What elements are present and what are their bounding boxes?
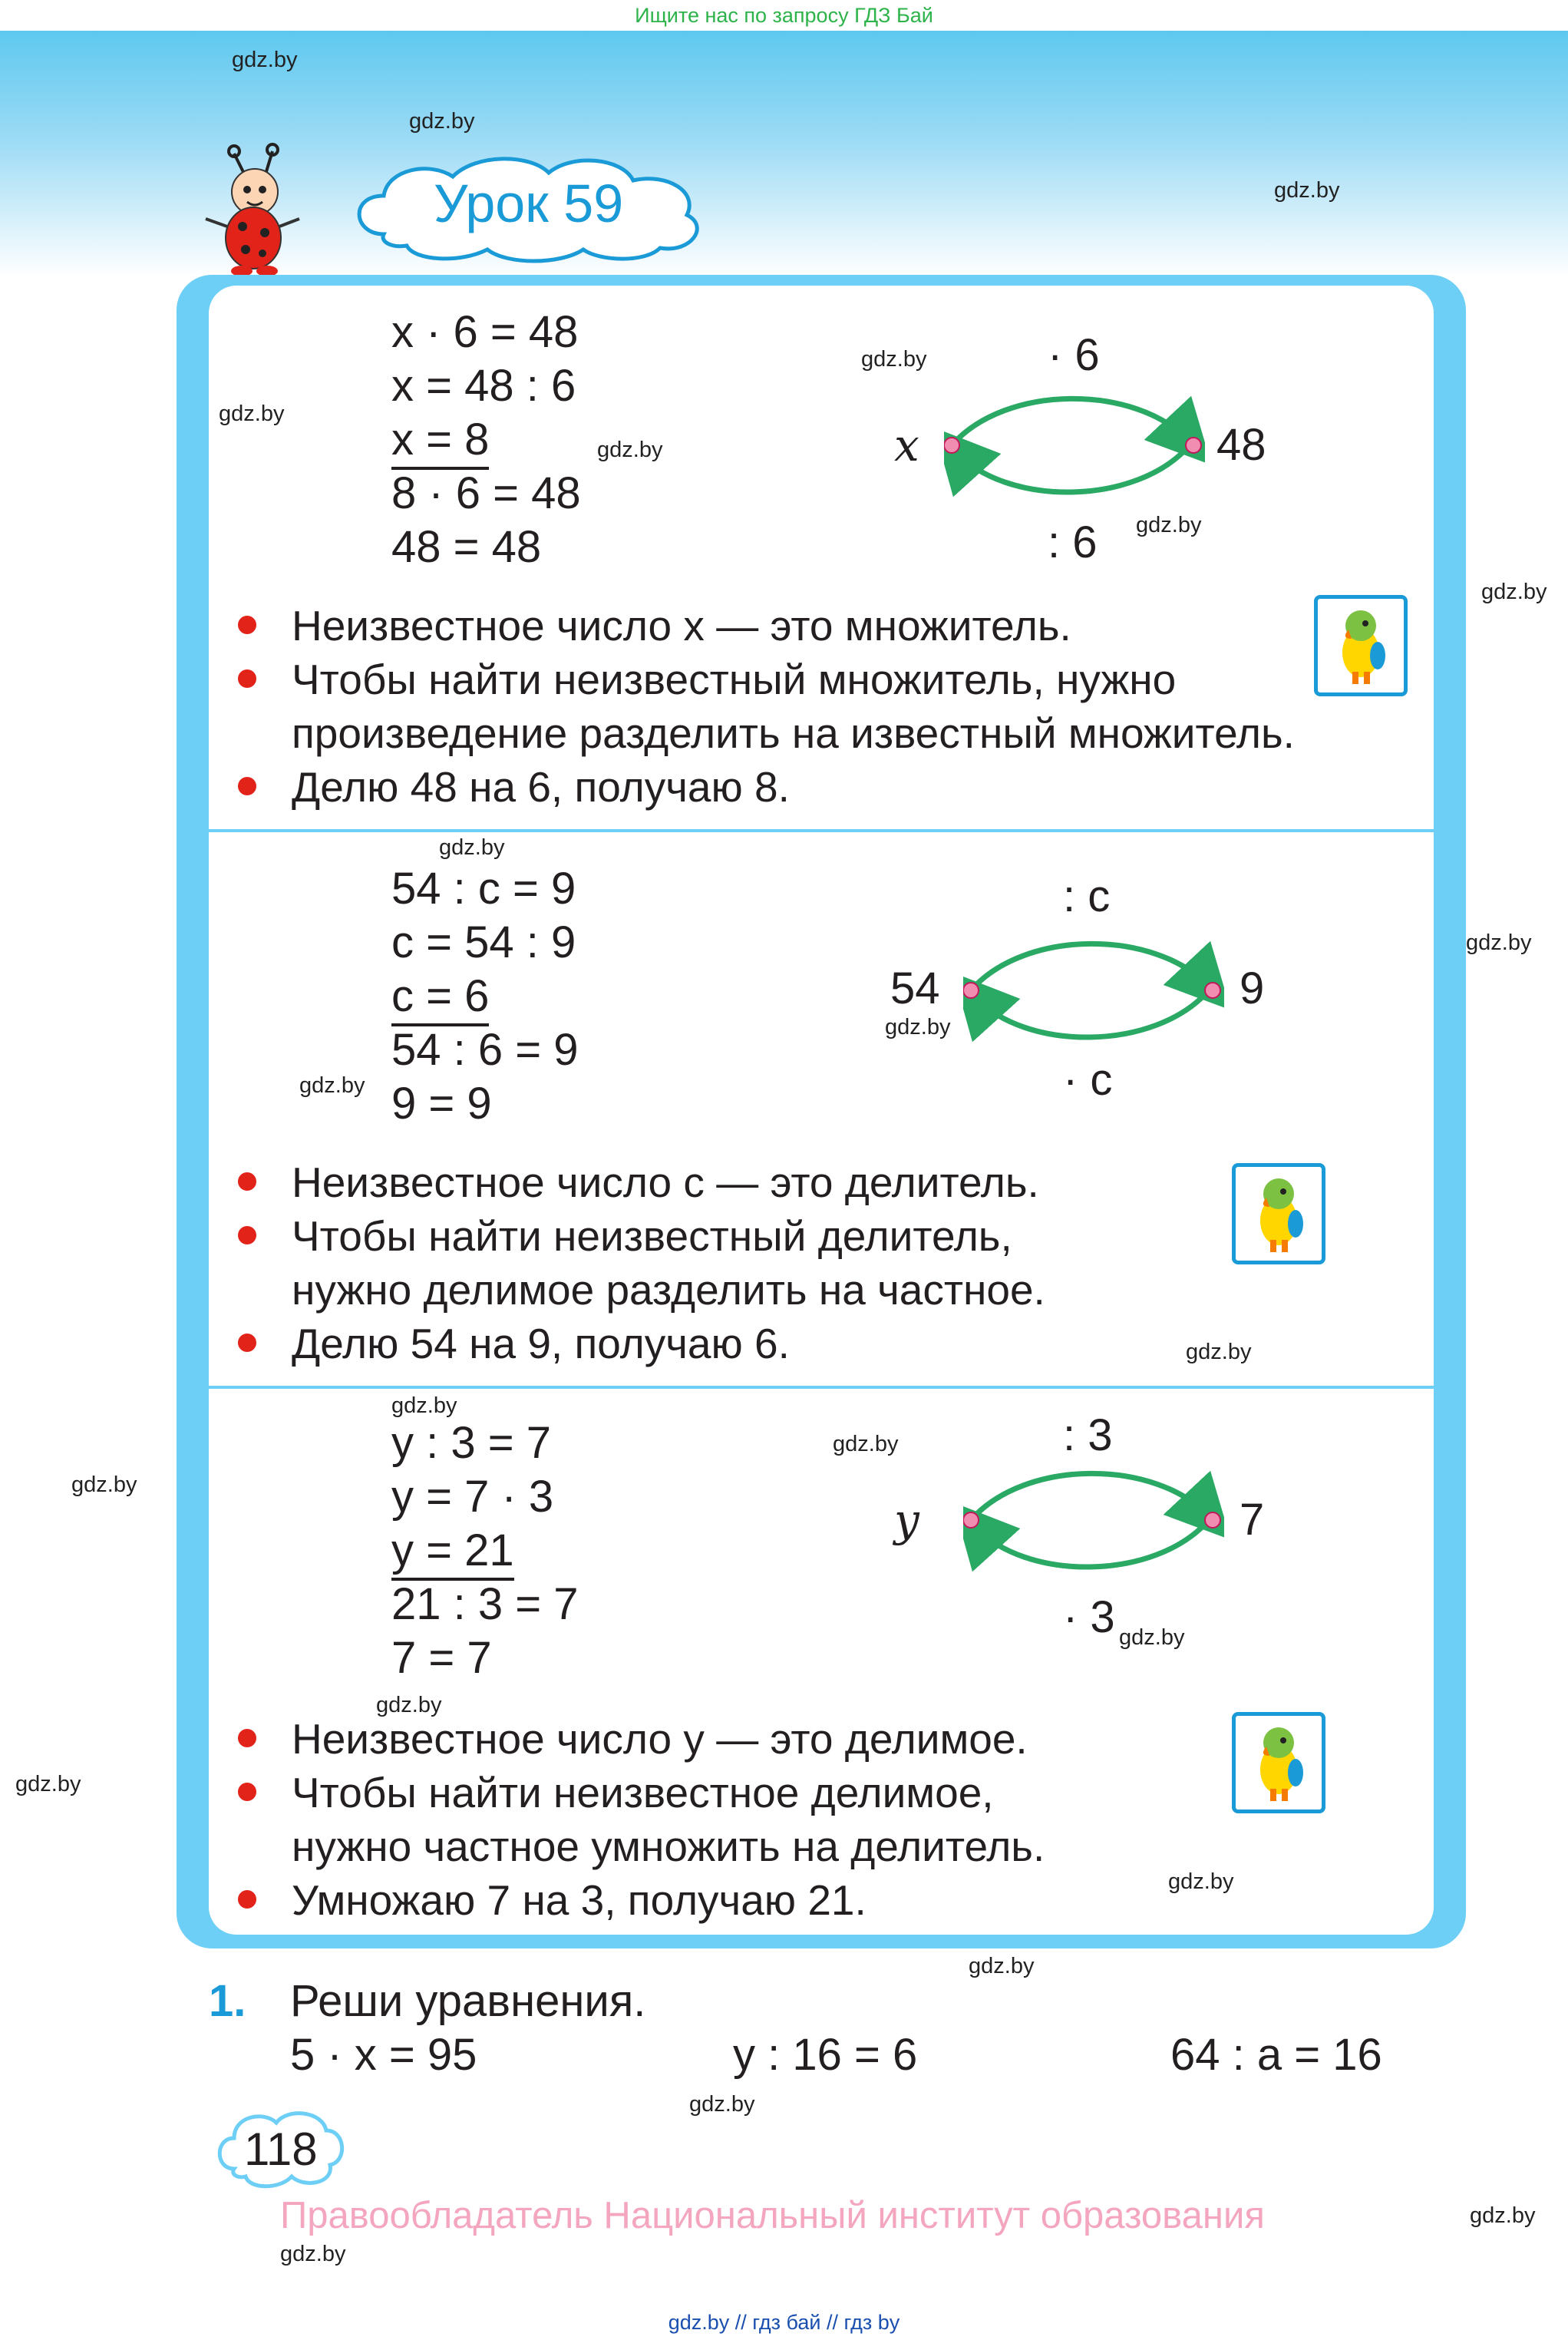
diagram-top-op: : 3: [1063, 1410, 1113, 1460]
watermark: gdz.by: [1481, 580, 1547, 604]
watermark: gdz.by: [15, 1772, 81, 1796]
diagram-bottom-op: · c: [1063, 1055, 1113, 1105]
diagram-right-label: 9: [1240, 963, 1265, 1013]
watermark: gdz.by: [1466, 930, 1532, 955]
watermark: gdz.by: [969, 1954, 1035, 1978]
diagram-bottom-op: : 6: [1048, 517, 1098, 567]
watermark: gdz.by: [299, 1073, 365, 1098]
bullet-icon: [238, 616, 256, 634]
equation-check: 48 = 48: [391, 522, 542, 572]
cycle-diagram: [944, 369, 1205, 522]
watermark: gdz.by: [833, 1432, 899, 1456]
equation-check: 9 = 9: [391, 1079, 492, 1129]
bullet-icon: [238, 1226, 256, 1244]
equation-line: y = 7 · 3: [391, 1472, 554, 1522]
equation-check: 7 = 7: [391, 1633, 492, 1683]
diagram-bottom-op: · 3: [1063, 1592, 1115, 1642]
watermark: gdz.by: [861, 347, 927, 372]
task-text: Реши уравнения.: [290, 1976, 646, 2026]
task-equation: 64 : a = 16: [1170, 2030, 1382, 2080]
watermark: gdz.by: [232, 48, 298, 72]
diagram-left-label: y: [894, 1494, 919, 1546]
equation-line: x · 6 = 48: [391, 307, 579, 357]
diagram-right-label: 48: [1216, 420, 1266, 470]
equation-line: x = 48 : 6: [391, 361, 576, 411]
bullet-icon: [238, 669, 256, 688]
arrow-back: [975, 1520, 1209, 1567]
footer-links: gdz.by // гдз бай // гдз by: [668, 2311, 900, 2334]
bullet-icon: [238, 777, 256, 795]
top-note: Ищите нас по запросу ГДЗ Бай: [635, 4, 933, 27]
equation-line: y : 3 = 7: [391, 1418, 551, 1468]
parrot-icon: [1232, 1163, 1325, 1264]
arrow-back: [956, 445, 1190, 492]
watermark: gdz.by: [1168, 1869, 1234, 1894]
diagram-top-op: : c: [1063, 871, 1111, 921]
copyright-notice: Правообладатель Национальный институт образования: [280, 2195, 1265, 2236]
parrot-icon: [1314, 595, 1408, 696]
arrow-forward: [971, 944, 1209, 990]
bullet-icon: [238, 1729, 256, 1747]
page-number: 118: [244, 2124, 318, 2175]
watermark: gdz.by: [376, 1693, 442, 1717]
section-divider: [209, 1386, 1434, 1389]
diagram-left-label: 54: [890, 963, 940, 1013]
watermark: gdz.by: [409, 109, 475, 134]
watermark: gdz.by: [71, 1472, 137, 1497]
cycle-diagram: [963, 1443, 1224, 1597]
equation-check: 8 · 6 = 48: [391, 468, 581, 518]
equation-line: 54 : c = 9: [391, 864, 576, 914]
bullet-icon: [238, 1783, 256, 1801]
watermark: gdz.by: [391, 1393, 457, 1418]
arrow-forward: [971, 1473, 1209, 1520]
watermark: gdz.by: [689, 2092, 755, 2117]
bullet-icon: [238, 1172, 256, 1191]
cycle-diagram: [963, 914, 1224, 1067]
diagram-right-label: 7: [1240, 1495, 1265, 1545]
equation-check: 54 : 6 = 9: [391, 1025, 579, 1075]
task-equation: 5 · x = 95: [290, 2030, 477, 2080]
equation-line: c = 54 : 9: [391, 917, 576, 967]
watermark: gdz.by: [1470, 2203, 1536, 2228]
equation-answer: y = 21: [391, 1524, 514, 1581]
arrow-back: [975, 990, 1209, 1037]
task-number: 1.: [209, 1976, 246, 2026]
watermark: gdz.by: [885, 1015, 951, 1039]
bullet-icon: [238, 1890, 256, 1909]
watermark: gdz.by: [1119, 1625, 1185, 1650]
watermark: gdz.by: [1274, 178, 1340, 203]
watermark: gdz.by: [597, 438, 663, 462]
watermark: gdz.by: [1186, 1340, 1252, 1364]
parrot-icon: [1232, 1712, 1325, 1813]
equation-answer: c = 6: [391, 970, 489, 1026]
equation-answer: x = 8: [391, 413, 489, 470]
diagram-top-op: · 6: [1048, 330, 1100, 380]
diagram-left-label: x: [894, 419, 919, 471]
watermark: gdz.by: [1136, 513, 1202, 537]
arrow-forward: [952, 398, 1190, 445]
watermark: gdz.by: [219, 402, 285, 426]
bullet-icon: [238, 1334, 256, 1352]
lesson-title: Урок 59: [434, 174, 624, 233]
section-divider: [209, 829, 1434, 832]
task-equation: y : 16 = 6: [733, 2030, 918, 2080]
watermark: gdz.by: [280, 2242, 346, 2266]
equation-check: 21 : 3 = 7: [391, 1579, 579, 1629]
ladybug-icon: [192, 142, 307, 280]
watermark: gdz.by: [439, 835, 505, 860]
